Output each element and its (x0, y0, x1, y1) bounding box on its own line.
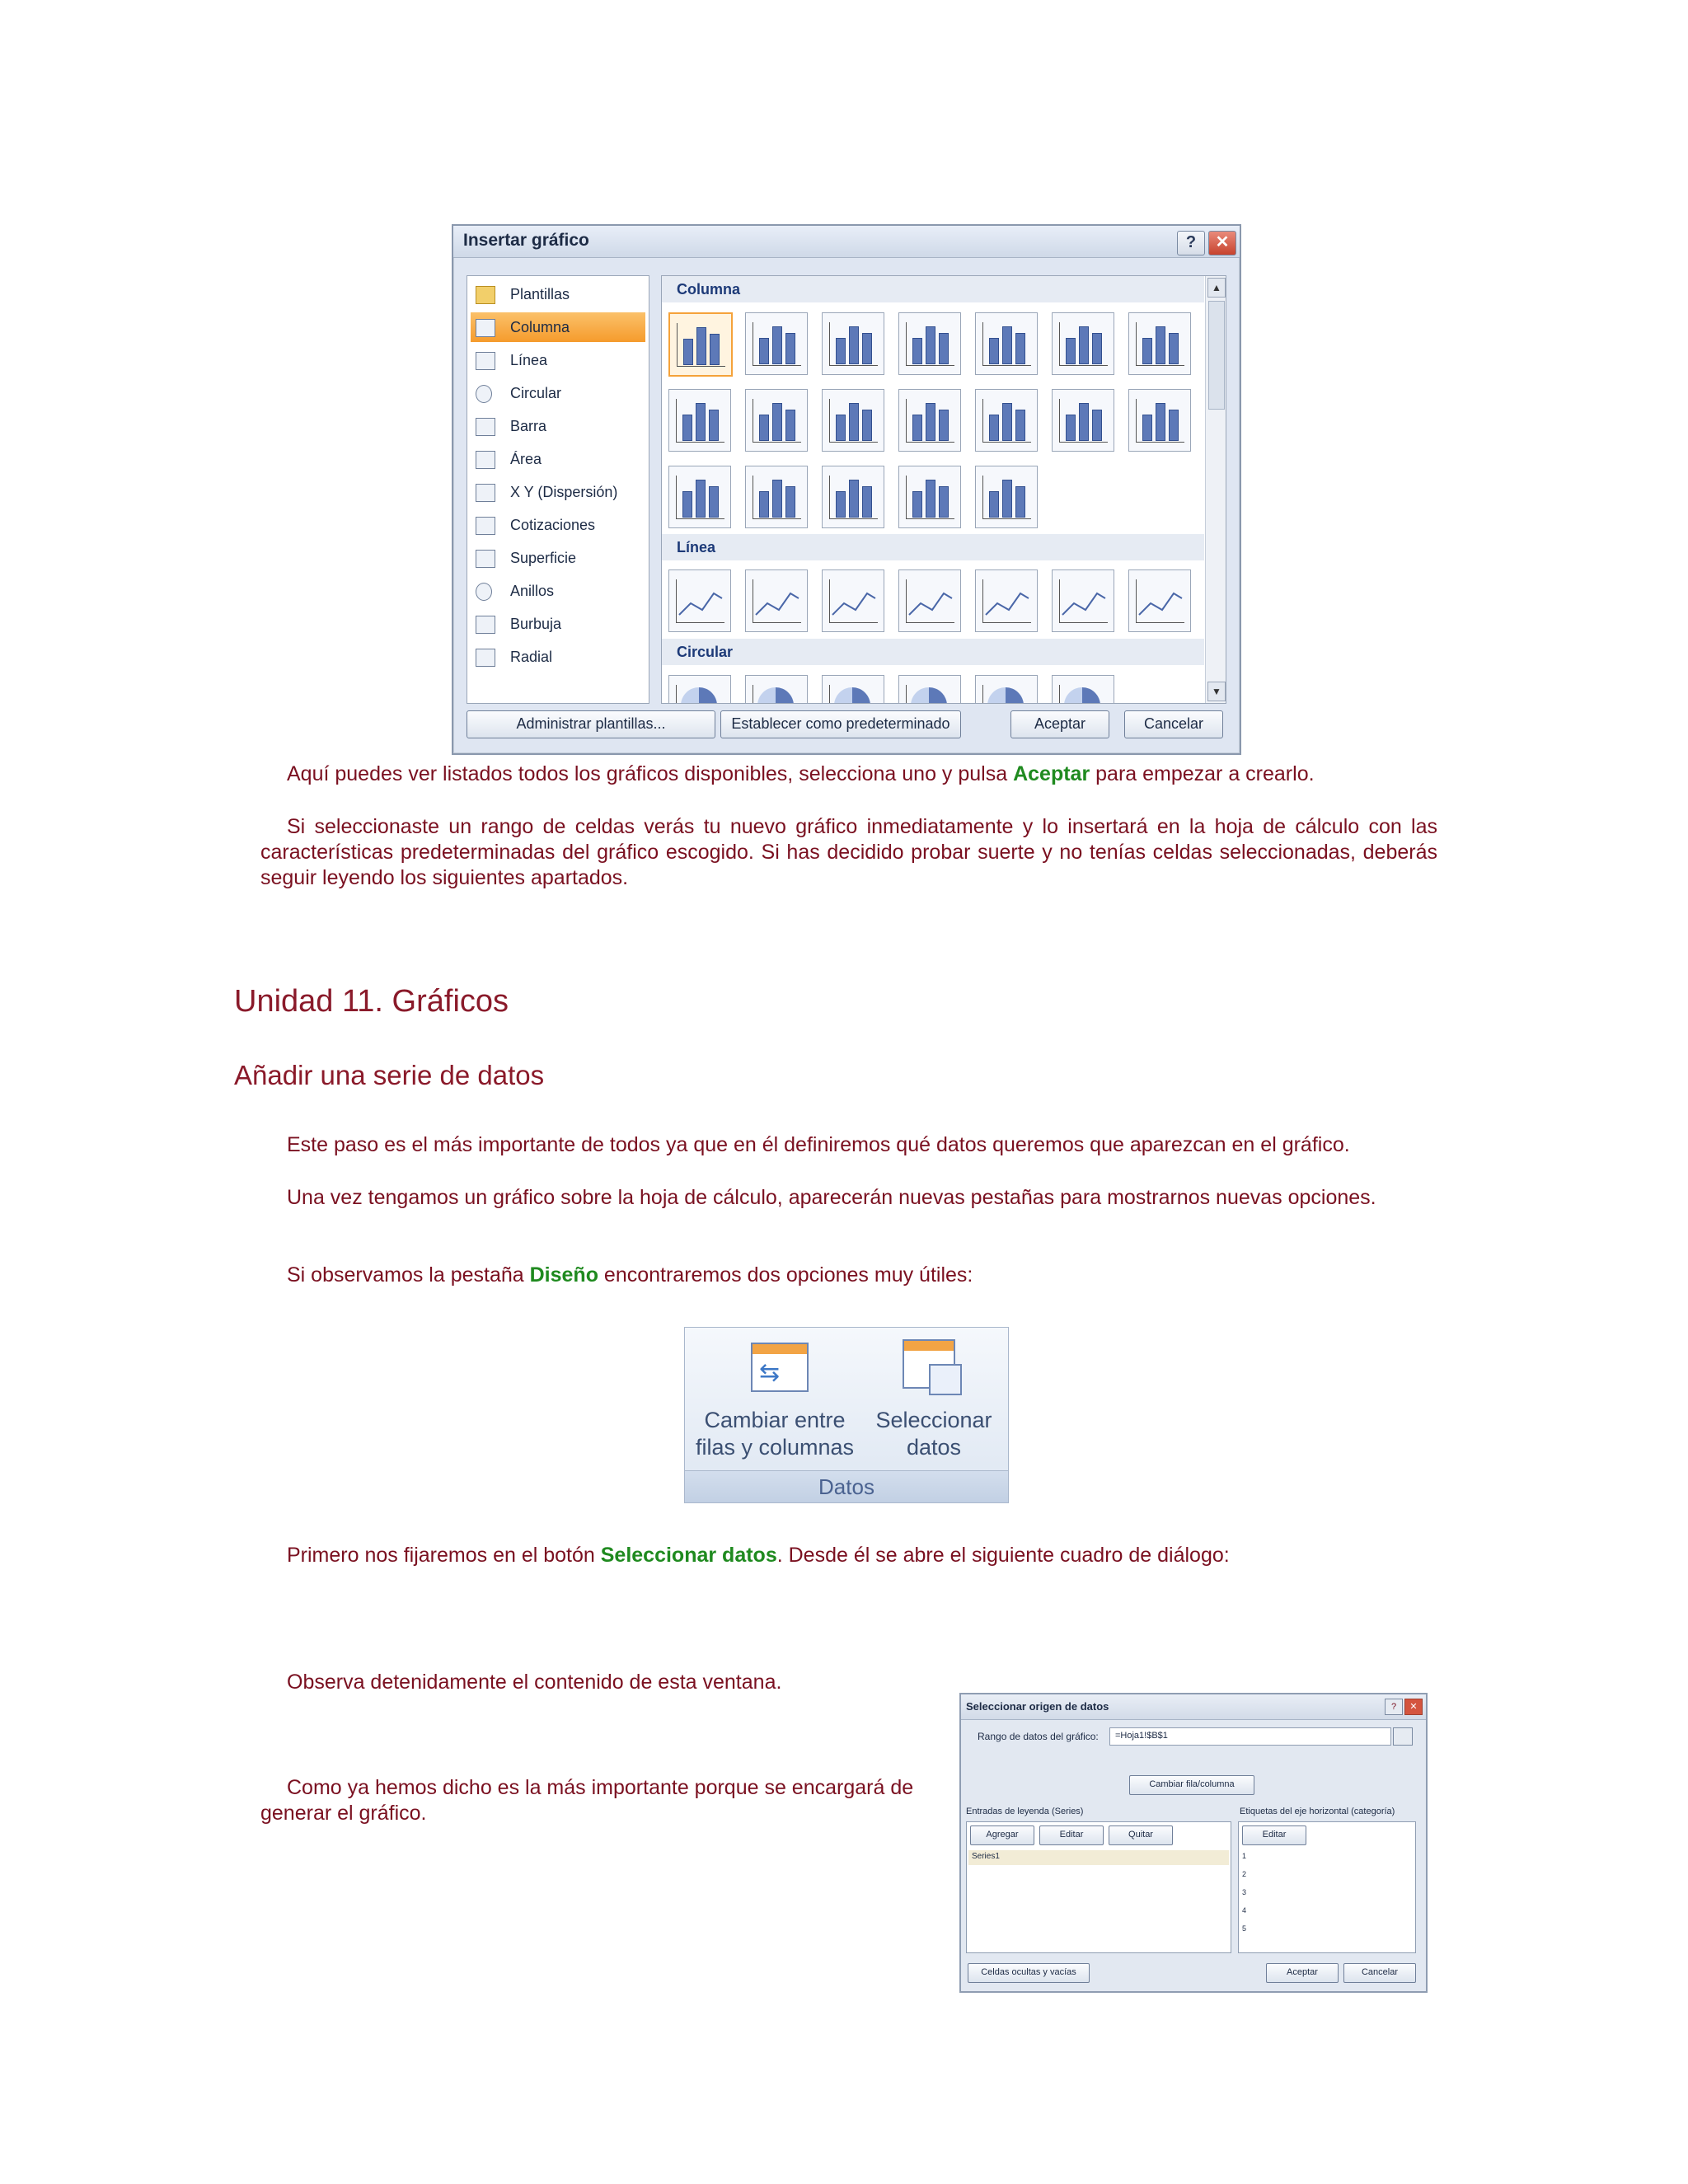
bar-icon (849, 326, 859, 364)
bar-icon (989, 491, 999, 518)
category-item: 3 (1242, 1888, 1247, 1896)
dialog-titlebar (453, 226, 1240, 258)
line-chart-thumbnail[interactable] (975, 569, 1038, 632)
bar-icon (1169, 410, 1179, 441)
paragraph-paso: Este paso es el más importante de todos ya que en él definiremos qué datos queremos que aparezcan en el gráfico. (287, 1133, 1350, 1156)
bar-icon (709, 486, 719, 518)
bar-icon (1169, 333, 1179, 364)
bar-icon (939, 486, 949, 518)
chart-gallery (661, 275, 1226, 704)
line-icon (823, 570, 884, 631)
column-chart-thumbnail[interactable] (745, 466, 808, 528)
column-chart-icon (476, 319, 495, 337)
line-chart-thumbnail[interactable] (898, 569, 961, 632)
help-icon[interactable]: ? (1385, 1699, 1403, 1715)
bar-icon (836, 415, 846, 441)
switch-row-column-button[interactable]: Cambiar fila/columna (1129, 1775, 1254, 1795)
bar-icon (772, 326, 782, 364)
ok-button[interactable]: Aceptar (1266, 1963, 1339, 1983)
bar-icon (696, 327, 706, 365)
line-chart-thumbnail[interactable] (1052, 569, 1114, 632)
column-chart-thumbnail[interactable] (975, 466, 1038, 528)
bar-icon (1092, 410, 1102, 441)
bar-icon (989, 338, 999, 364)
bubble-chart-icon (476, 616, 495, 634)
column-chart-thumbnail[interactable] (898, 312, 961, 375)
axis-labels-label: Etiquetas del eje horizontal (categoría) (1240, 1807, 1395, 1816)
bar-icon (1002, 480, 1012, 518)
bar-icon (1092, 333, 1102, 364)
bar-icon (912, 338, 922, 364)
category-barra[interactable]: Barra (471, 411, 645, 441)
surface-chart-icon (476, 550, 495, 568)
paragraph-importante: Como ya hemos dicho es la más importante porque se encargará de generar el gráfico. (260, 1776, 914, 1825)
pie-chart-thumbnail[interactable] (898, 675, 961, 704)
category-superficie[interactable]: Superficie (471, 543, 645, 573)
bar-icon (683, 339, 693, 365)
column-chart-thumbnail[interactable] (822, 312, 884, 375)
bar-icon (1156, 403, 1165, 441)
datos-ribbon-group (684, 1327, 1009, 1503)
category-cotizaciones[interactable]: Cotizaciones (471, 510, 645, 540)
column-chart-thumbnail[interactable] (668, 466, 731, 528)
bar-icon (989, 415, 999, 441)
section-heading: Añadir una serie de datos (234, 1060, 545, 1090)
line-icon (976, 570, 1037, 631)
scroll-up-icon[interactable]: ▲ (1207, 278, 1226, 298)
bar-icon (836, 338, 846, 364)
column-chart-thumbnail[interactable] (822, 466, 884, 528)
cancel-button[interactable]: Cancelar (1343, 1963, 1416, 1983)
bar-icon (696, 403, 706, 441)
column-chart-thumbnail[interactable] (1128, 312, 1191, 375)
line-chart-thumbnail[interactable] (1128, 569, 1191, 632)
paragraph-seleccionaste: Si seleccionaste un rango de celdas verás tu nuevo gráfico inmediatamente y lo insertará en la hoja de cálculo con las características predeterminadas del gráfico escogido. Si has decidido probar suerte y no tenías celdas seleccionadas, deberás seguir leyendo los siguientes apartados. (260, 815, 1437, 889)
category-circular[interactable]: Circular (471, 378, 645, 408)
scroll-down-icon[interactable]: ▼ (1207, 682, 1226, 701)
bar-icon (785, 486, 795, 518)
bar-icon (710, 334, 720, 365)
dialog2-titlebar (961, 1694, 1426, 1720)
paragraph-aceptar: Aquí puedes ver listados todos los gráficos disponibles, selecciona uno y pulsa Aceptar para empezar a crearlo. (287, 762, 1315, 785)
category-linea[interactable]: Línea (471, 345, 645, 375)
pie-chart-thumbnail[interactable] (975, 675, 1038, 704)
bar-icon (1066, 415, 1076, 441)
gallery-scrollbar[interactable] (1205, 276, 1226, 703)
bar-icon (772, 403, 782, 441)
bar-icon (926, 403, 935, 441)
bar-icon (836, 491, 846, 518)
switch-row-column-button[interactable]: Cambiar entre filas y columnas (695, 1408, 855, 1460)
scroll-thumb[interactable] (1208, 301, 1225, 410)
select-data-button[interactable]: Seleccionar datos (875, 1408, 992, 1460)
category-columna[interactable]: Columna (471, 312, 645, 342)
switch-row-column-icon: ⇆ (751, 1343, 809, 1392)
bar-icon (912, 491, 922, 518)
bar-icon (1015, 486, 1025, 518)
bar-icon (1015, 333, 1025, 364)
category-plantillas[interactable]: Plantillas (471, 279, 645, 309)
close-icon[interactable]: ✕ (1404, 1699, 1423, 1715)
column-chart-thumbnail[interactable] (668, 312, 733, 377)
category-burbuja[interactable]: Burbuja (471, 609, 645, 639)
category-dispersion[interactable]: X Y (Dispersión) (471, 477, 645, 507)
category-item: 1 (1242, 1852, 1247, 1860)
dialog-title: Insertar gráfico (463, 231, 589, 250)
column-chart-thumbnail[interactable] (1052, 312, 1114, 375)
bar-icon (1066, 338, 1076, 364)
set-default-button[interactable]: Establecer como predeterminado (720, 710, 961, 738)
collapse-icon[interactable] (1393, 1727, 1413, 1746)
bar-icon (1156, 326, 1165, 364)
insert-chart-dialog (452, 224, 1241, 755)
paragraph-observa: Observa detenidamente el contenido de esta ventana. (287, 1671, 782, 1694)
bar-icon (759, 415, 769, 441)
stock-chart-icon (476, 517, 495, 535)
section-circular: Circular (662, 639, 1204, 665)
group-label: Datos (685, 1470, 1008, 1502)
line-icon (1129, 570, 1190, 631)
edit-series-button[interactable]: Editar (1039, 1825, 1104, 1845)
hidden-cells-button[interactable]: Celdas ocultas y vacías (968, 1963, 1090, 1983)
bar-icon (682, 491, 692, 518)
bar-icon (862, 410, 872, 441)
category-radial[interactable]: Radial (471, 642, 645, 672)
pie-chart-thumbnail[interactable] (1052, 675, 1114, 704)
bar-icon (1079, 326, 1089, 364)
category-area[interactable]: Área (471, 444, 645, 474)
line-chart-icon (476, 352, 495, 370)
section-linea: Línea (662, 534, 1204, 560)
column-chart-thumbnail[interactable] (898, 389, 961, 452)
bar-icon (862, 333, 872, 364)
bar-icon (759, 338, 769, 364)
column-chart-thumbnail[interactable] (1052, 389, 1114, 452)
bar-icon (785, 333, 795, 364)
pie-chart-thumbnail[interactable] (668, 675, 731, 704)
bar-icon (709, 410, 719, 441)
bar-icon (1002, 403, 1012, 441)
bar-icon (939, 410, 949, 441)
line-icon (669, 570, 730, 631)
pie-chart-thumbnail[interactable] (745, 675, 808, 704)
section-columna: Columna (662, 276, 1204, 302)
scatter-chart-icon (476, 484, 495, 502)
unit-heading: Unidad 11. Gráficos (234, 984, 509, 1019)
category-list (1238, 1821, 1416, 1953)
remove-series-button[interactable]: Quitar (1109, 1825, 1173, 1845)
bar-icon (926, 480, 935, 518)
column-chart-thumbnail[interactable] (975, 312, 1038, 375)
legend-entries-label: Entradas de leyenda (Series) (966, 1807, 1084, 1816)
area-chart-icon (476, 451, 495, 469)
column-chart-thumbnail[interactable] (822, 389, 884, 452)
bar-icon (939, 333, 949, 364)
paragraph-diseno: Si observamos la pestaña Diseño encontraremos dos opciones muy útiles: (287, 1263, 973, 1286)
bar-icon (1079, 403, 1089, 441)
line-icon (746, 570, 807, 631)
bar-chart-icon (476, 418, 495, 436)
select-data-source-dialog (959, 1693, 1428, 1993)
paragraph-pestanas: Una vez tengamos un gráfico sobre la hoja de cálculo, aparecerán nuevas pestañas para mostrarnos nuevas opciones. (287, 1186, 1376, 1209)
category-anillos[interactable]: Anillos (471, 576, 645, 606)
column-chart-thumbnail[interactable] (668, 389, 731, 452)
line-icon (1053, 570, 1114, 631)
radar-chart-icon (476, 649, 495, 667)
manage-templates-button[interactable]: Administrar plantillas... (467, 710, 715, 738)
edit-axis-button[interactable]: Editar (1242, 1825, 1306, 1845)
bar-icon (682, 415, 692, 441)
line-chart-thumbnail[interactable] (668, 569, 731, 632)
bar-icon (926, 326, 935, 364)
column-chart-thumbnail[interactable] (745, 312, 808, 375)
bar-icon (849, 480, 859, 518)
category-item: 4 (1242, 1906, 1247, 1915)
category-item: 5 (1242, 1924, 1247, 1933)
line-chart-thumbnail[interactable] (745, 569, 808, 632)
range-input[interactable]: =Hoja1!$B$1 (1109, 1727, 1391, 1746)
column-chart-thumbnail[interactable] (898, 466, 961, 528)
doughnut-chart-icon (476, 583, 492, 601)
line-icon (899, 570, 960, 631)
bar-icon (862, 486, 872, 518)
column-chart-thumbnail[interactable] (1128, 389, 1191, 452)
folder-icon (476, 286, 495, 304)
column-chart-thumbnail[interactable] (975, 389, 1038, 452)
bar-icon (759, 491, 769, 518)
bar-icon (849, 403, 859, 441)
bar-icon (1142, 415, 1152, 441)
add-series-button[interactable]: Agregar (970, 1825, 1034, 1845)
pie-chart-thumbnail[interactable] (822, 675, 884, 704)
cancel-button[interactable]: Cancelar (1124, 710, 1223, 738)
close-button[interactable]: ✕ (1208, 231, 1236, 255)
bar-icon (1015, 410, 1025, 441)
series-list (966, 1821, 1231, 1953)
chart-category-list (467, 275, 649, 704)
help-button[interactable]: ? (1177, 231, 1205, 255)
bar-icon (912, 415, 922, 441)
paragraph-seleccionar-datos: Primero nos fijaremos en el botón Seleccionar datos. Desde él se abre el siguiente cuadro de diálogo: (287, 1544, 1230, 1567)
select-data-icon (903, 1339, 955, 1389)
bar-icon (772, 480, 782, 518)
bar-icon (1002, 326, 1012, 364)
pie-chart-icon (476, 385, 492, 403)
category-item: 2 (1242, 1870, 1247, 1878)
bar-icon (696, 480, 706, 518)
dialog2-title: Seleccionar origen de datos (966, 1700, 1109, 1713)
ok-button[interactable]: Aceptar (1010, 710, 1109, 738)
bar-icon (1142, 338, 1152, 364)
column-chart-thumbnail[interactable] (745, 389, 808, 452)
range-label: Rango de datos del gráfico: (978, 1731, 1099, 1742)
line-chart-thumbnail[interactable] (822, 569, 884, 632)
series-item[interactable]: Series1 (968, 1850, 1229, 1865)
bar-icon (785, 410, 795, 441)
